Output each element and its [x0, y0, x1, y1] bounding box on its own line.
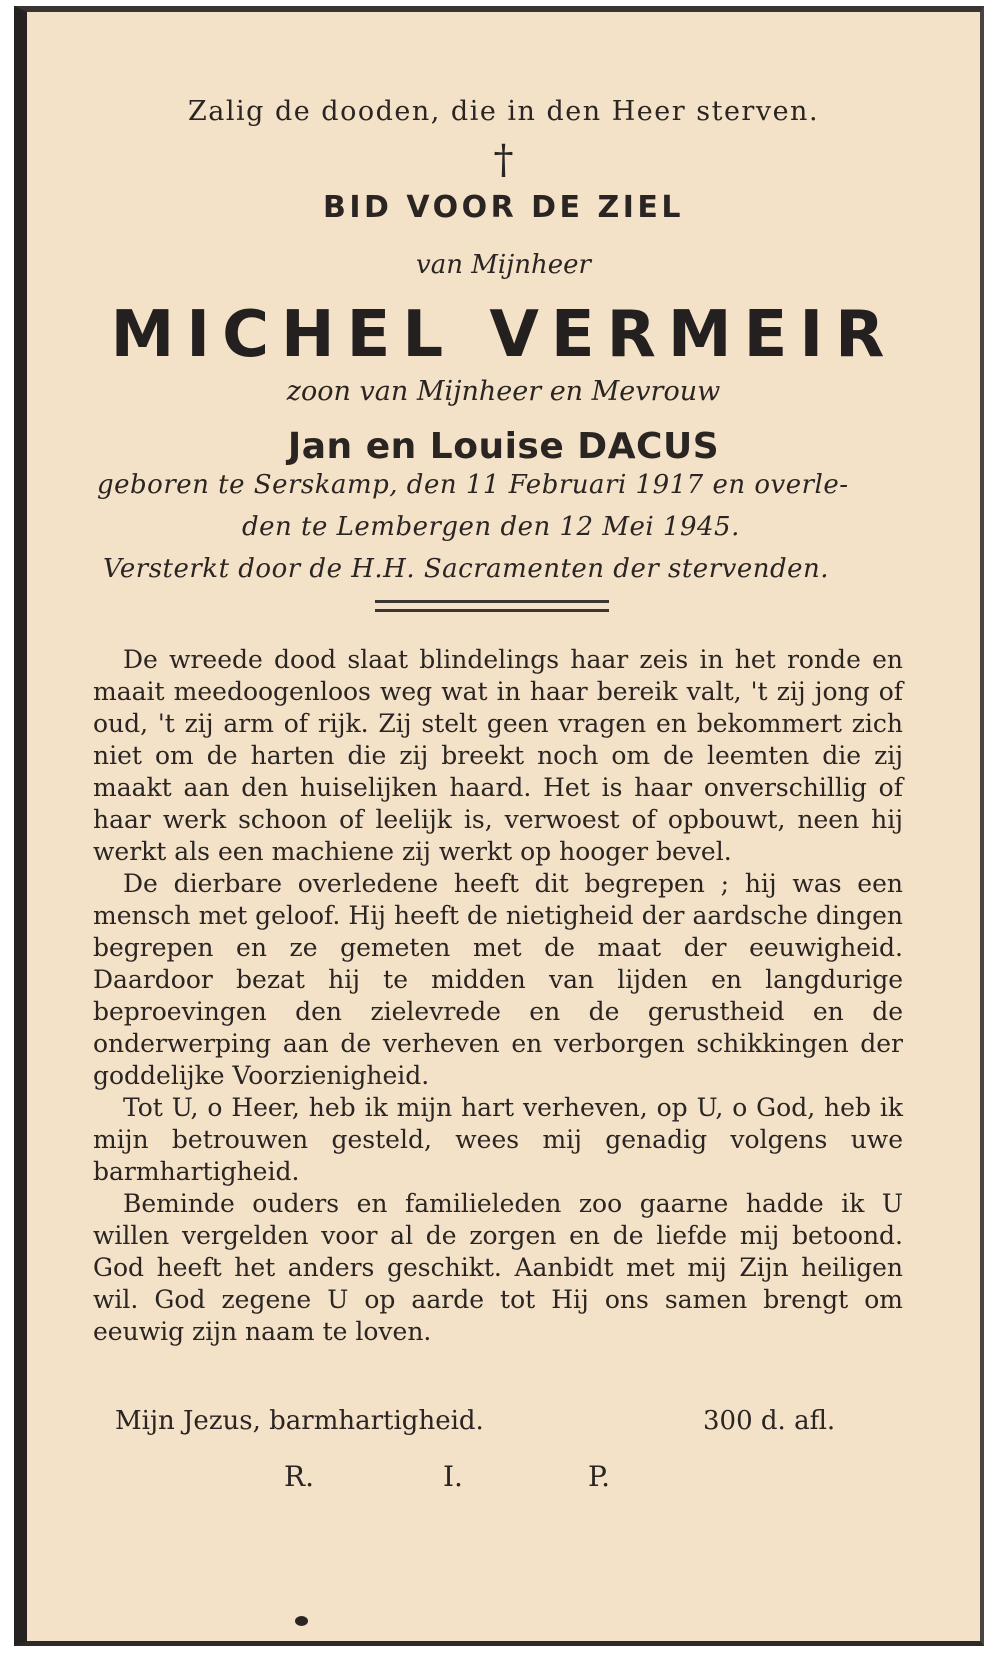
rip-letter-i: I.	[443, 1460, 463, 1493]
paragraph: Tot U, o Heer, heb ik mijn hart verheven, op U, o God, heb ik mijn betrouwen gesteld, wees mij genadig volgens uwe barmhartigheid.	[93, 1093, 903, 1186]
paragraph: De dierbare overledene heeft dit begrepen ; hij was een mensch met geloof. Hij heeft de nietigheid der aardsche dingen begrepen en ze gemeten met de maat der eeuwigheid. Daardoor bezat hij te midden van lijden en langdurige beproevingen den zielevrede en de gerustheid en de onderwerping aan de verheven en verborgen schikkingen der goddelijke Voorzienigheid.	[93, 869, 903, 1090]
text-body	[93, 644, 903, 1348]
memorial-card	[14, 6, 984, 1646]
divider-rule-top	[375, 600, 609, 603]
bid-heading: BID VOOR DE ZIEL	[323, 190, 684, 225]
deceased-name: MICHEL VERMEIR	[110, 298, 897, 372]
divider-rule-bottom	[375, 609, 609, 612]
birth-line: geboren te Serskamp, den 11 Februari 1917 en overle-	[97, 470, 849, 500]
rip-letter-r: R.	[284, 1460, 314, 1493]
van-mijnheer: van Mijnheer	[416, 250, 591, 280]
ink-dot	[295, 1616, 308, 1626]
indulgence-note: 300 d. afl.	[703, 1406, 836, 1436]
rip-letter-p: P.	[588, 1460, 611, 1493]
son-of-line: zoon van Mijnheer en Mevrouw	[286, 376, 721, 407]
closing-prayer: Mijn Jezus, barmhartigheid.	[115, 1406, 484, 1436]
card-content	[27, 12, 980, 1641]
paragraph: Beminde ouders en familieleden zoo gaarne hadde ik U willen vergelden voor al de zorgen en de liefde mij betoond. God heeft het anders geschikt. Aanbidt met mij Zijn heiligen wil. God zegene U op aarde tot Hij ons samen brengt om eeuwig zijn naam te loven.	[93, 1189, 903, 1346]
parents-names: Jan en Louise DACUS	[287, 426, 720, 467]
paragraph: De wreede dood slaat blindelings haar zeis in het ronde en maait meedoogenloos weg wat in haar bereik valt, 't zij jong of oud, 't zij arm of rijk. Zij stelt geen vragen en bekommert zich niet om de harten die zij breekt noch om de leemten die zij maakt aan den huiselijken haard. Het is haar onverschillig of haar werk schoon of leelijk is, verwoest of opbouwt, neen hij werkt als een machiene zij werkt op hooger bevel.	[93, 645, 903, 866]
motto: Zalig de dooden, die in den Heer sterven.	[187, 96, 820, 127]
sacrament-line: Versterkt door de H.H. Sacramenten der stervenden.	[103, 554, 829, 584]
death-line: den te Lembergen den 12 Mei 1945.	[242, 512, 740, 542]
cross-icon: †	[493, 137, 514, 183]
